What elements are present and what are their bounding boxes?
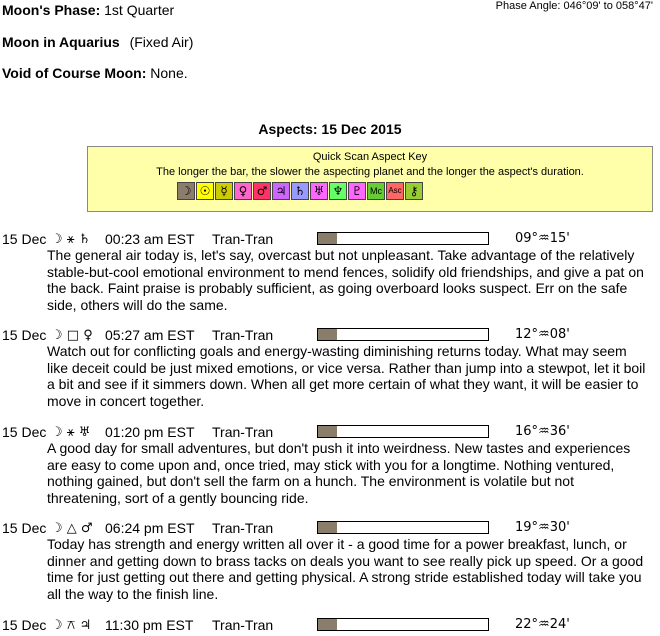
aspects-title: Aspects: 15 Dec 2015 bbox=[258, 121, 402, 137]
aspect-entry-header bbox=[0, 327, 660, 344]
aspect-position: 22°♒24' bbox=[515, 617, 570, 632]
jupiter-icon: ♃ bbox=[272, 182, 290, 200]
moon-icon: ☽ bbox=[177, 182, 195, 200]
void-value: None. bbox=[150, 65, 188, 81]
aspect-entry-header bbox=[0, 520, 660, 537]
aspect-entry bbox=[0, 617, 660, 634]
aspect-interpretation: Watch out for conflicting goals and energy-wasting diminishing returns today. What may seem like deceit could be just mixed emotions, or vice versa. Rather than jump into a stewpot, let it boil a bit and see if it simmers down. When all get more certain of what they want, it will be easier to move in concert together. bbox=[47, 343, 646, 409]
pluto-icon: ♇ bbox=[348, 182, 366, 200]
duration-bar-fill bbox=[318, 233, 337, 244]
duration-bar-fill bbox=[318, 619, 337, 630]
aspect-entry bbox=[0, 424, 660, 506]
aspect-type: Tran-Tran bbox=[212, 231, 274, 247]
void-label: Void of Course Moon: bbox=[2, 65, 147, 81]
neptune-icon: ♆ bbox=[329, 182, 347, 200]
moon-sign-line bbox=[2, 34, 193, 50]
aspect-glyphs: ☽ ⚹ ♄ bbox=[51, 232, 91, 247]
aspect-type: Tran-Tran bbox=[212, 327, 274, 343]
duration-bar bbox=[317, 521, 489, 534]
aspect-type: Tran-Tran bbox=[212, 617, 274, 633]
duration-bar-fill bbox=[318, 522, 337, 533]
ascendant-icon: Asc bbox=[386, 182, 404, 200]
aspect-entry bbox=[0, 231, 660, 313]
aspect-date: 15 Dec bbox=[2, 520, 47, 536]
sun-icon: ☉ bbox=[196, 182, 214, 200]
aspect-type: Tran-Tran bbox=[212, 520, 274, 536]
aspect-entry bbox=[0, 520, 660, 602]
mercury-icon: ☿ bbox=[215, 182, 233, 200]
aspect-position: 12°♒08' bbox=[515, 327, 570, 342]
aspect-date: 15 Dec bbox=[2, 424, 47, 440]
duration-bar bbox=[317, 425, 489, 438]
aspect-entry-header bbox=[0, 617, 660, 634]
aspect-glyphs: ☽ □ ♀ bbox=[51, 328, 93, 343]
moon-sign-note: (Fixed Air) bbox=[129, 34, 194, 50]
moon-phase-label: Moon's Phase: bbox=[2, 2, 101, 18]
aspect-date: 15 Dec bbox=[2, 231, 47, 247]
moon-phase-value: 1st Quarter bbox=[104, 2, 175, 18]
aspect-entry-header bbox=[0, 231, 660, 248]
duration-bar-fill bbox=[318, 426, 337, 437]
aspect-time: 00:23 am EST bbox=[105, 231, 195, 247]
midheaven-icon: Mc bbox=[367, 182, 385, 200]
aspect-key-box bbox=[87, 146, 653, 212]
mars-icon: ♂ bbox=[253, 182, 271, 200]
duration-bar bbox=[317, 232, 489, 245]
duration-bar-fill bbox=[318, 329, 337, 340]
moon-phase-line bbox=[2, 2, 174, 18]
aspect-time: 05:27 am EST bbox=[105, 327, 195, 343]
duration-bar bbox=[317, 618, 489, 631]
saturn-icon: ♄ bbox=[291, 182, 309, 200]
chiron-icon: ⚷ bbox=[405, 182, 423, 200]
aspect-date: 15 Dec bbox=[2, 327, 47, 343]
aspect-interpretation: A good day for small adventures, but don't push it into weirdness. New tastes and experiences are easy to come upon and, once tried, may stick with you for a longtime. Nothing ventured, nothing gained, but don't sell the farm on a hunch. The environment is volatile but not threatening, sort of a gently bouncing ride. bbox=[47, 440, 631, 506]
uranus-icon: ♅ bbox=[310, 182, 328, 200]
venus-icon: ♀ bbox=[234, 182, 252, 200]
duration-bar bbox=[317, 328, 489, 341]
aspect-time: 06:24 pm EST bbox=[105, 520, 195, 536]
aspect-entry bbox=[0, 327, 660, 409]
aspect-date: 15 Dec bbox=[2, 617, 47, 633]
moon-sign-label: Moon in Aquarius bbox=[2, 34, 120, 50]
aspect-position: 09°♒15' bbox=[515, 231, 570, 246]
aspect-entry-header bbox=[0, 424, 660, 441]
aspect-type: Tran-Tran bbox=[212, 424, 274, 440]
aspect-interpretation: The general air today is, let's say, overcast but not unpleasant. Take advantage of the relatively stable-but-cool emotional environment to mend fences, solidify old friendships, and give a pat on the back. Faint praise is probably sufficient, as going overboard looks suspect. Err on the safe side, others will do the same. bbox=[47, 247, 644, 313]
aspect-glyphs: ☽ △ ♂ bbox=[51, 521, 93, 536]
aspect-time: 01:20 pm EST bbox=[105, 424, 195, 440]
aspect-time: 11:30 pm EST bbox=[105, 617, 194, 633]
aspect-position: 16°♒36' bbox=[515, 424, 570, 439]
aspect-glyphs: ☽ ⚻ ♃ bbox=[51, 618, 92, 633]
aspect-position: 19°♒30' bbox=[515, 520, 570, 535]
aspect-interpretation: Today has strength and energy written all over it - a good time for a power breakfast, lunch, or dinner and getting down to brass tacks on deals you want to see really pick up speed. Or a good time for just getting out there and getting physical. A strong stride established today will take you all the way to the finish line. bbox=[47, 536, 644, 602]
aspect-key-legend bbox=[177, 182, 424, 200]
void-of-course-line bbox=[2, 65, 188, 81]
aspect-glyphs: ☽ ⚹ ♅ bbox=[51, 425, 91, 440]
aspect-key-description: The longer the bar, the slower the aspecting planet and the longer the aspect's duration. bbox=[156, 166, 584, 178]
phase-angle: Phase Angle: 046°09' to 058°47' bbox=[495, 0, 653, 12]
aspect-key-title: Quick Scan Aspect Key bbox=[312, 151, 428, 163]
